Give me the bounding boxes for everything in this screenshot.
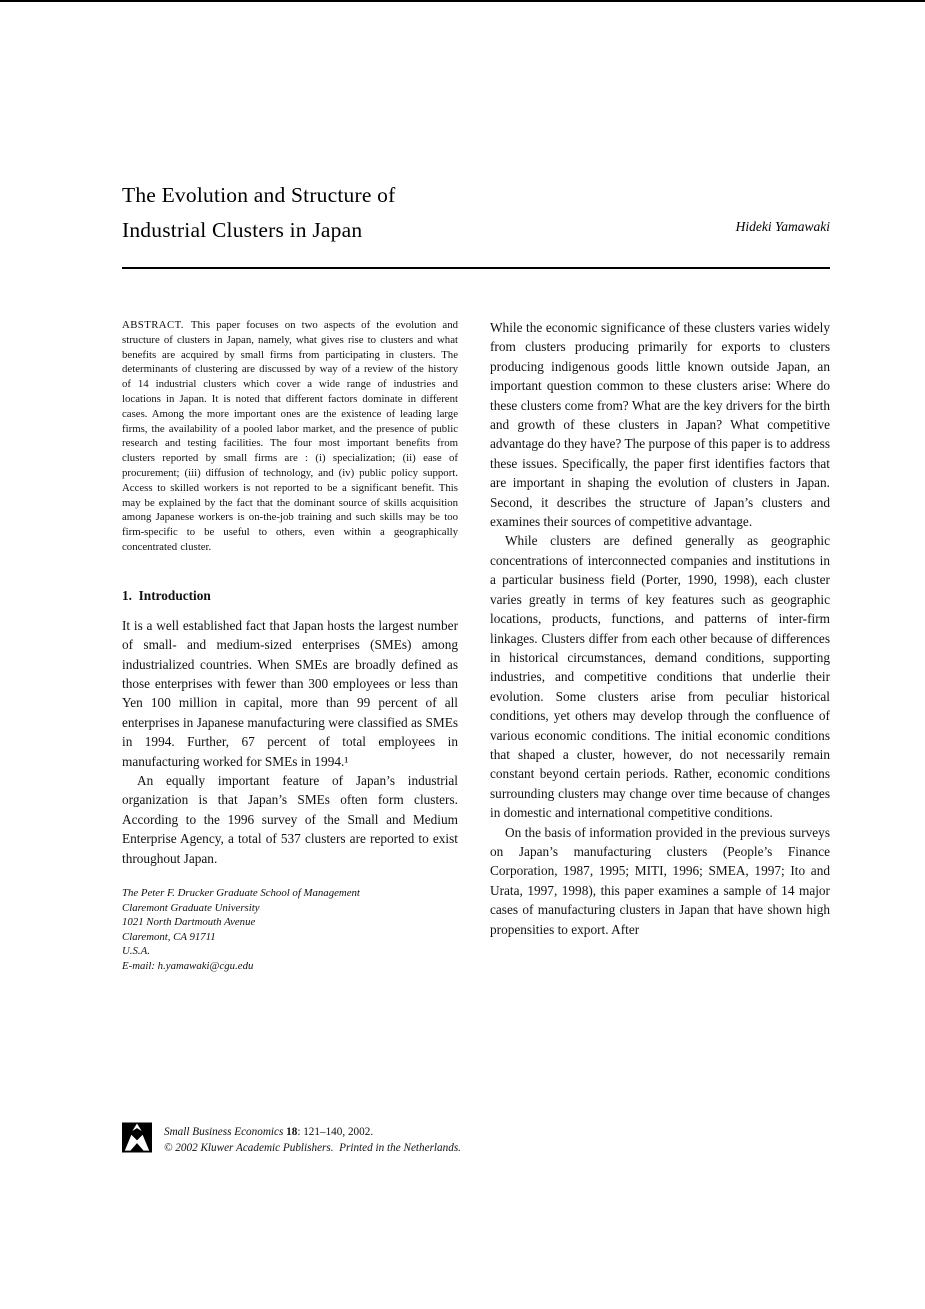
- paragraph: An equally important feature of Japan’s industrial organization is that Japan’s SMEs often form clusters. According to the 1996 survey of the Small and Medium Enterprise Agency, a total of 537 clusters are reported to exist throughout Japan.: [122, 773, 458, 866]
- publisher-logo-icon: [122, 1122, 164, 1153]
- journal-pages: : 121–140, 2002.: [297, 1126, 374, 1138]
- two-column-body: [122, 318, 830, 974]
- paragraph: While the economic significance of these clusters varies widely from clusters producing primarily for exports to clusters producing indigenous goods little known outside Japan, an important question common to these clusters arise: Where do these clusters come from? What are the key drivers for the birth and growth of these clusters in Japan? What competitive advantage do they have? The purpose of this paper is to address these issues. Specifically, the paper first identifies factors that are important in shaping the evolution of clusters in Japan. Second, it describes the structure of Japan’s clusters and examines their sources of competitive advantage.: [490, 320, 830, 530]
- abstract-label: ABSTRACT.: [122, 319, 184, 331]
- author-affiliation-block: [122, 886, 458, 974]
- abstract-block: [122, 318, 458, 555]
- copyright-line: © 2002 Kluwer Academic Publishers. Printed in the Netherlands.: [164, 1141, 461, 1154]
- affiliation-line: 1021 North Dartmouth Avenue: [122, 916, 256, 929]
- affiliation-email: E-mail: h.yamawaki@cgu.edu: [122, 960, 254, 972]
- title-divider-rule: [122, 267, 830, 269]
- journal-citation-line: [164, 1125, 461, 1141]
- paragraph: On the basis of information provided in the previous surveys on Japan’s manufacturing clusters (People’s Finance Corporation, 1987, 1995; MITI, 1996; SMEA, 1997; Ito and Urata, 1997, 1998), this paper examines a sample of 14 major cases of manufacturing clusters in Japan that have shown high propensities to export. After: [490, 824, 830, 937]
- right-column: [490, 318, 830, 974]
- author-name: Hideki Yamawaki: [735, 219, 830, 234]
- paragraph: While clusters are defined generally as geographic concentrations of interconnected companies and institutions in a particular business field (Porter, 1990, 1998), each cluster varies greatly in terms of key features such as geographic locations, products, functions, and patterns of inter-firm linkages. Clusters differ from each other because of differences in historical circumstances, demand conditions, supporting industries, and competitive conditions that underlie their evolution. Some clusters arise from peculiar historical conditions, yet others may develop through the confluence of various economic conditions. The initial economic conditions that shaped a cluster, however, do not necessarily remain constant beyond certain periods. Rather, economic conditions surrounding clusters may change over time because of changes in domestic and international competitive conditions.: [490, 533, 830, 821]
- affiliation-line: The Peter F. Drucker Graduate School of Management: [122, 887, 360, 900]
- title-block: [122, 178, 830, 248]
- affiliation-line: U.S.A.: [122, 945, 150, 958]
- abstract-text: This paper focuses on two aspects of the evolution and structure of clusters in Japan, namely, what gives rise to clusters and what benefits are acquired by small firms from participating in clusters. The determinants of clustering are discussed by way of a review of the history of 14 industrial clusters which cover a wide range of industries and locations in Japan. It is noted that different factors dominate in different cases. Among the more important ones are the existence of leading large firms, the availability of a pooled labor market, and the presence of public research and testing facilities. The four most important benefits from clusters reported by small firms are : (i) specialization; (ii) ease of procurement; (iii) diffusion of technology, and (iv) public policy support. Access to skilled workers is not reported to be a significant benefit. This may be explained by the fact that the dominant source of skills acquisition among Japanese workers is on-the-job training and such skills may be too firm-specific to be useful to others, even within a geographically concentrated cluster.: [122, 319, 458, 553]
- journal-volume: 18: [286, 1126, 298, 1138]
- journal-footer: [122, 1122, 461, 1156]
- paragraph: It is a well established fact that Japan hosts the largest number of small- and medium-sized enterprises (SMEs) among industrialized countries. When SMEs are broadly defined as those enterprises with fewer than 300 employees or less than Yen 100 million in capital, more than 99 percent of all enterprises in Japanese manufacturing were classified as SMEs in 1994. Further, 67 percent of total employees in manufacturing worked for SMEs in 1994.¹: [122, 617, 458, 769]
- journal-name: Small Business Economics: [164, 1126, 284, 1138]
- paper-title-line-1: The Evolution and Structure of: [122, 183, 396, 207]
- footer-text: [164, 1122, 461, 1156]
- left-column: [122, 318, 458, 974]
- affiliation-line: Claremont Graduate University: [122, 901, 260, 914]
- paper-title-line-2: Industrial Clusters in Japan: [122, 218, 363, 242]
- page-top-edge: [0, 0, 925, 2]
- affiliation-line: Claremont, CA 91711: [122, 930, 216, 943]
- section-heading-introduction: 1. Introduction: [122, 587, 211, 603]
